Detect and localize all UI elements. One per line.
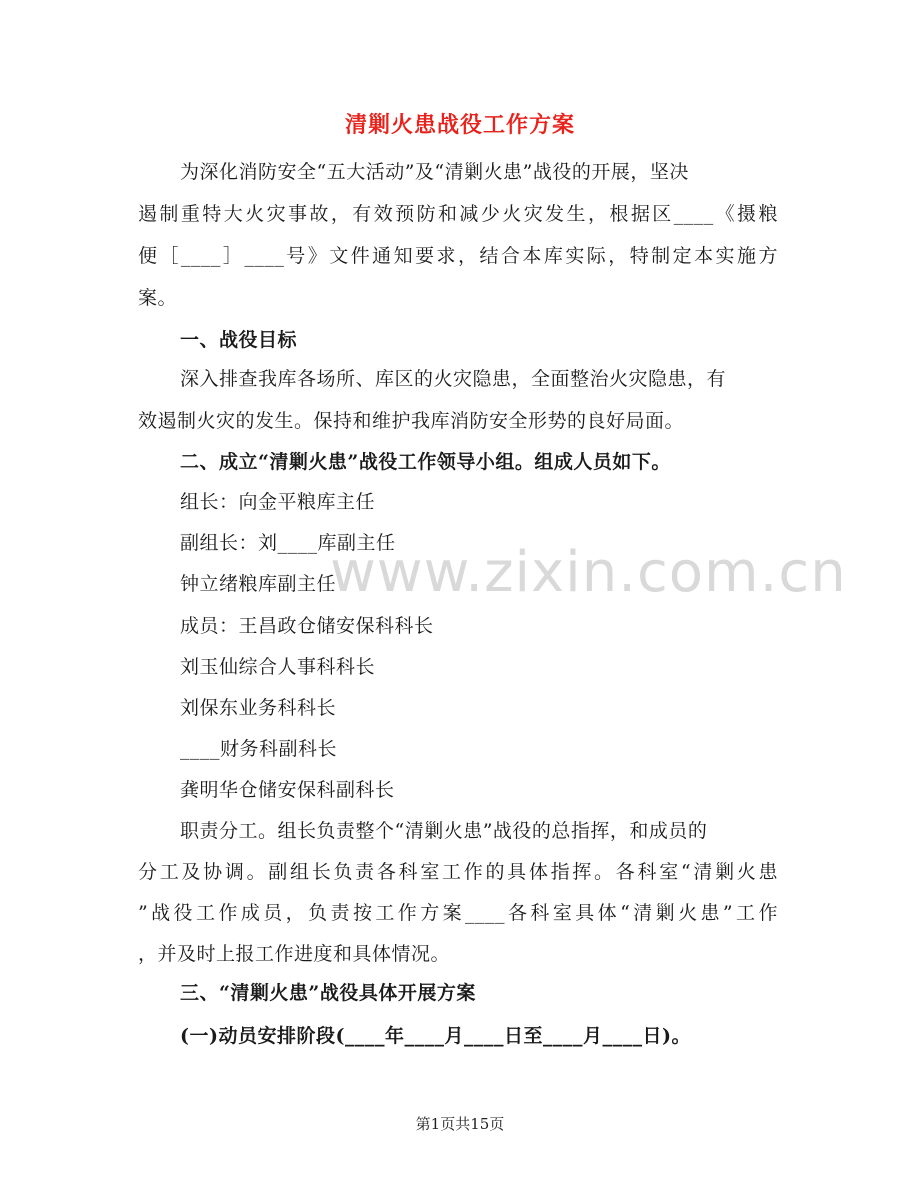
member-line: 龚明华仓储安保科副科长 [180, 779, 395, 801]
section3-heading: 三、“清剿火患”战役具体开展方案 [180, 982, 476, 1004]
member-line: 刘玉仙综合人事科科长 [180, 656, 376, 678]
duties-line-1: 职责分工。组长负责整个“清剿火患”战役的总指挥，和成员的 [180, 820, 708, 842]
member-line: 组长：向金平粮库主任 [180, 491, 376, 513]
document-title: 清剿火患战役工作方案 [344, 112, 575, 138]
intro-line-3: 便［____］____号》文件通知要求，结合本库实际，特制定本实施方 [138, 245, 778, 267]
page-number-footer: 第1页共15页 [415, 1115, 505, 1133]
duties-line-2: 分工及协调。副组长负责各科室工作的具体指挥。各科室“清剿火患 [138, 861, 778, 883]
member-line: 副组长：刘____库副主任 [180, 532, 396, 554]
member-line: 成员：王昌政仓储安保科科长 [180, 615, 434, 637]
duties-line-3: ”战役工作成员，负责按工作方案____各科室具体“清剿火患”工作 [138, 902, 778, 924]
member-line: 刘保东业务科科长 [180, 697, 337, 719]
member-line: ____财务科副科长 [180, 738, 338, 760]
section1-heading: 一、战役目标 [180, 329, 298, 351]
section2-heading: 二、成立“清剿火患”战役工作领导小组。组成人员如下。 [180, 451, 671, 473]
member-line: 钟立绪粮库副主任 [180, 573, 337, 595]
section1-body-line-1: 深入排查我库各场所、库区的火灾隐患，全面整治火灾隐患，有 [180, 368, 727, 390]
section1-body-line-2: 效遏制火灾的发生。保持和维护我库消防安全形势的良好局面。 [138, 410, 685, 432]
intro-line-1: 为深化消防安全“五大活动”及“清剿火患”战役的开展，坚决 [180, 161, 689, 183]
watermark: www.zixin.com.cn [330, 540, 847, 605]
section3-sub1: (一)动员安排阶段(____年____月____日至____月____日)。 [180, 1025, 691, 1047]
intro-line-4: 案。 [138, 287, 178, 309]
duties-line-4: ，并及时上报工作进度和具体情况。 [138, 943, 451, 965]
intro-line-2: 遏制重特大火灾事故，有效预防和减少火灾发生，根据区____《摄粮 [138, 203, 778, 225]
